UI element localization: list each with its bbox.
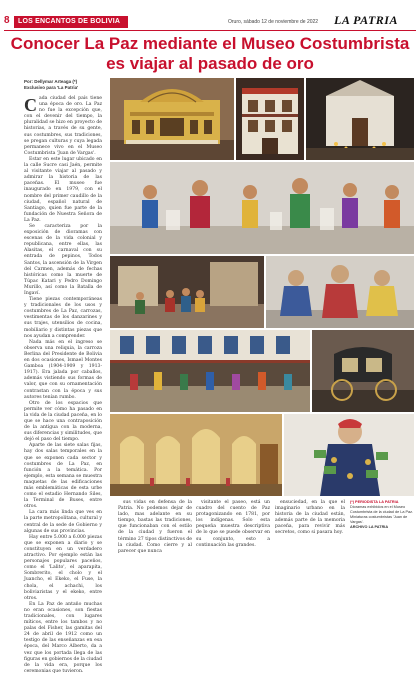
body-paragraph: La cara más linda que ves en la parte metropolitana, cultural y central de la sede de Gobierno y algunas de sus provincias. bbox=[24, 510, 102, 534]
lead-paragraph bbox=[24, 96, 102, 157]
photo-dancers-figurines bbox=[110, 162, 414, 254]
body-paragraph: Aparte de las siete salas fijas, hay dos salas temporales en la que se exponen cada sector y costumbres de La Paz, en función a la temática. Por ejemplo, esta semana se muestra maquetas de las edificaciones más emblemáticas de esta urbe como el estadio Hernando Siles, la Terminal de Buses, entre otros. bbox=[24, 443, 102, 510]
photo-ekeko-figure bbox=[284, 414, 414, 496]
photo-credit: ARCHIVO LA PATRIA bbox=[350, 525, 389, 529]
byline-author: Por: Dellymar Arteaga (*) bbox=[24, 79, 78, 84]
section-label: LOS ENCANTOS DE BOLIVIA bbox=[14, 16, 128, 28]
photo-street-diorama bbox=[110, 256, 264, 328]
caption-title: (*) PERIODISTA LA PATRIA bbox=[350, 500, 399, 504]
byline-note: Exclusivo para 'La Patria' bbox=[24, 85, 79, 90]
photo-station-building bbox=[110, 78, 234, 160]
photo-caption bbox=[350, 500, 416, 530]
dateline: Oruro, sábado 12 de noviembre de 2022 bbox=[228, 19, 319, 25]
drop-cap: C bbox=[24, 95, 37, 115]
header-rule bbox=[4, 30, 416, 31]
body-paragraph: Hay entre 5.000 a 6.000 piezas que se exponen a diario y se constituyen en un verdadero atractivo. Por ejemplo están las personajes populares paceños, como el 'Lalito', el aparapita, Sombrerito, el cholo y el Juancho, el Ekeko, el Fuse, la chola, el achachi, los boliviaristas y el ekeko, entre otros. bbox=[24, 534, 102, 601]
body-paragraph: Estar en este lugar ubicado en la calle Sucre casi Jaén, permite al visitante viajar al pasado y admirar la historia de las paceñas. El museo fue inaugurado en 1979, con el nombre del primer caudillo de la ciudad, español natural de Santiago, quien fue parte de la fundación de Nuestra Señora de La Paz. bbox=[24, 156, 102, 223]
byline bbox=[24, 79, 78, 91]
article-column-4 bbox=[275, 500, 345, 536]
body-paragraph: sus vidas en defensa de la Patria. No podemos dejar de lado, mas adelante en su tiempo, bastas las tradiciones, que funcionaban con el estilo de la ciudad y fueron el término 27 tipos distinctivos de la ciudad. Como cierre y al parecer que nunca bbox=[118, 500, 192, 554]
page-number: 8 bbox=[4, 15, 10, 26]
body-paragraph: ensuciedad, en la que el imaginario urbano en la historia de la ciudad están, además parte de la memoria paceña, para revivir más secretos, como si pasara hoy. bbox=[275, 500, 345, 536]
photo-cathedral-diorama bbox=[110, 414, 282, 496]
body-paragraph: En La Paz de antaño muchas no eran ocasiones, son fiestas tradicionales, con lugares míticos, entre los tambos y no palas del Fisher, las gamitas del 24 de abril de 1912 como un testigo de las enseñanzas en esa época, del Marco Alberto, da a vez que los portada llega de las figuras en gobiernos de la ciudad de la vida era, porque los ceremonias que tuvieron. bbox=[24, 601, 102, 674]
lead-text: ada ciudad del país tiene una época de oro. La Paz no fue la excepción que, con el devenir del tiempo, la pluralidad se hizo en proyecto de historias, a través de su gente, sus costumbres, sus tradiciones, se pregan culturas y cuya legada permanece vivo en el Museo Costumbrista 'Juan de Vargas'. bbox=[24, 96, 102, 156]
article-column-2 bbox=[118, 500, 192, 554]
photo-church-diorama bbox=[306, 78, 414, 160]
headline: Conocer La Paz mediante el Museo Costumbrista es viajar al pasado de oro bbox=[10, 34, 410, 73]
article-column-1 bbox=[24, 95, 102, 674]
masthead: LA PATRIA bbox=[334, 13, 398, 27]
body-paragraph: Se caracteriza por la exposición de dioramas con escenas de la vida colonial y republicana, entre ellas, las Alasitas, el carnaval con su entrada de pepinos, Todos Santos, la ascensión de la Virgen del Carmen, además de fechas históricas como la muerte de Túpac Katari y Pedro Domingo Murillo, así como la Batalla de Ingaví. bbox=[24, 223, 102, 296]
body-paragraph: Otro de los espacios que permite ver cómo ha pasado en la vida de la ciudad paceña, en lo que se hace una contraposición de la antigua con la moderna, sus diferencias y similitudes, que dejó el paso del tiempo. bbox=[24, 400, 102, 443]
article-column-3 bbox=[196, 500, 270, 548]
photo-ceramic-figures bbox=[266, 256, 414, 328]
caption-body: Dioramas exhibidos en el Museo Costumbrista de la ciudad de La Paz. Miniaturas costumbristas 'Juan de Vargas'. bbox=[350, 505, 414, 524]
photo-colonial-facade bbox=[236, 78, 304, 160]
body-paragraph: Tiene piezas contemporáneas y tradicionales de los usos y costumbres de La Paz, carrozas, vestimentas de los danzarines y sus trajes, utensilios de cocina, mobiliario y distintas piezas que nos ayudan a comprender. bbox=[24, 297, 102, 339]
body-paragraph: visitante el paseo, está un cuadro del cuento de Paz protagonizando en 1781, por los indígenas. Solo esta pequeña muestra descriptiva de lo que se puede observar en su conjunto, esto a continuación las grandes. bbox=[196, 500, 270, 548]
body-paragraph: Nada más en el ingreso se observa una reliquia, la carroza Berlina del Presidente de Bolivia en dos ocasiones, Ismael Montes Gamboa (1904-1909 y 1913-1917). Era jalada por caballos, además vistiendo sus formas de valor, que con su ornamentación contrastan con la época y sus autores tenían rumbo. bbox=[24, 339, 102, 400]
photo-carriage bbox=[312, 330, 414, 412]
photo-plaza-scene bbox=[110, 330, 310, 412]
